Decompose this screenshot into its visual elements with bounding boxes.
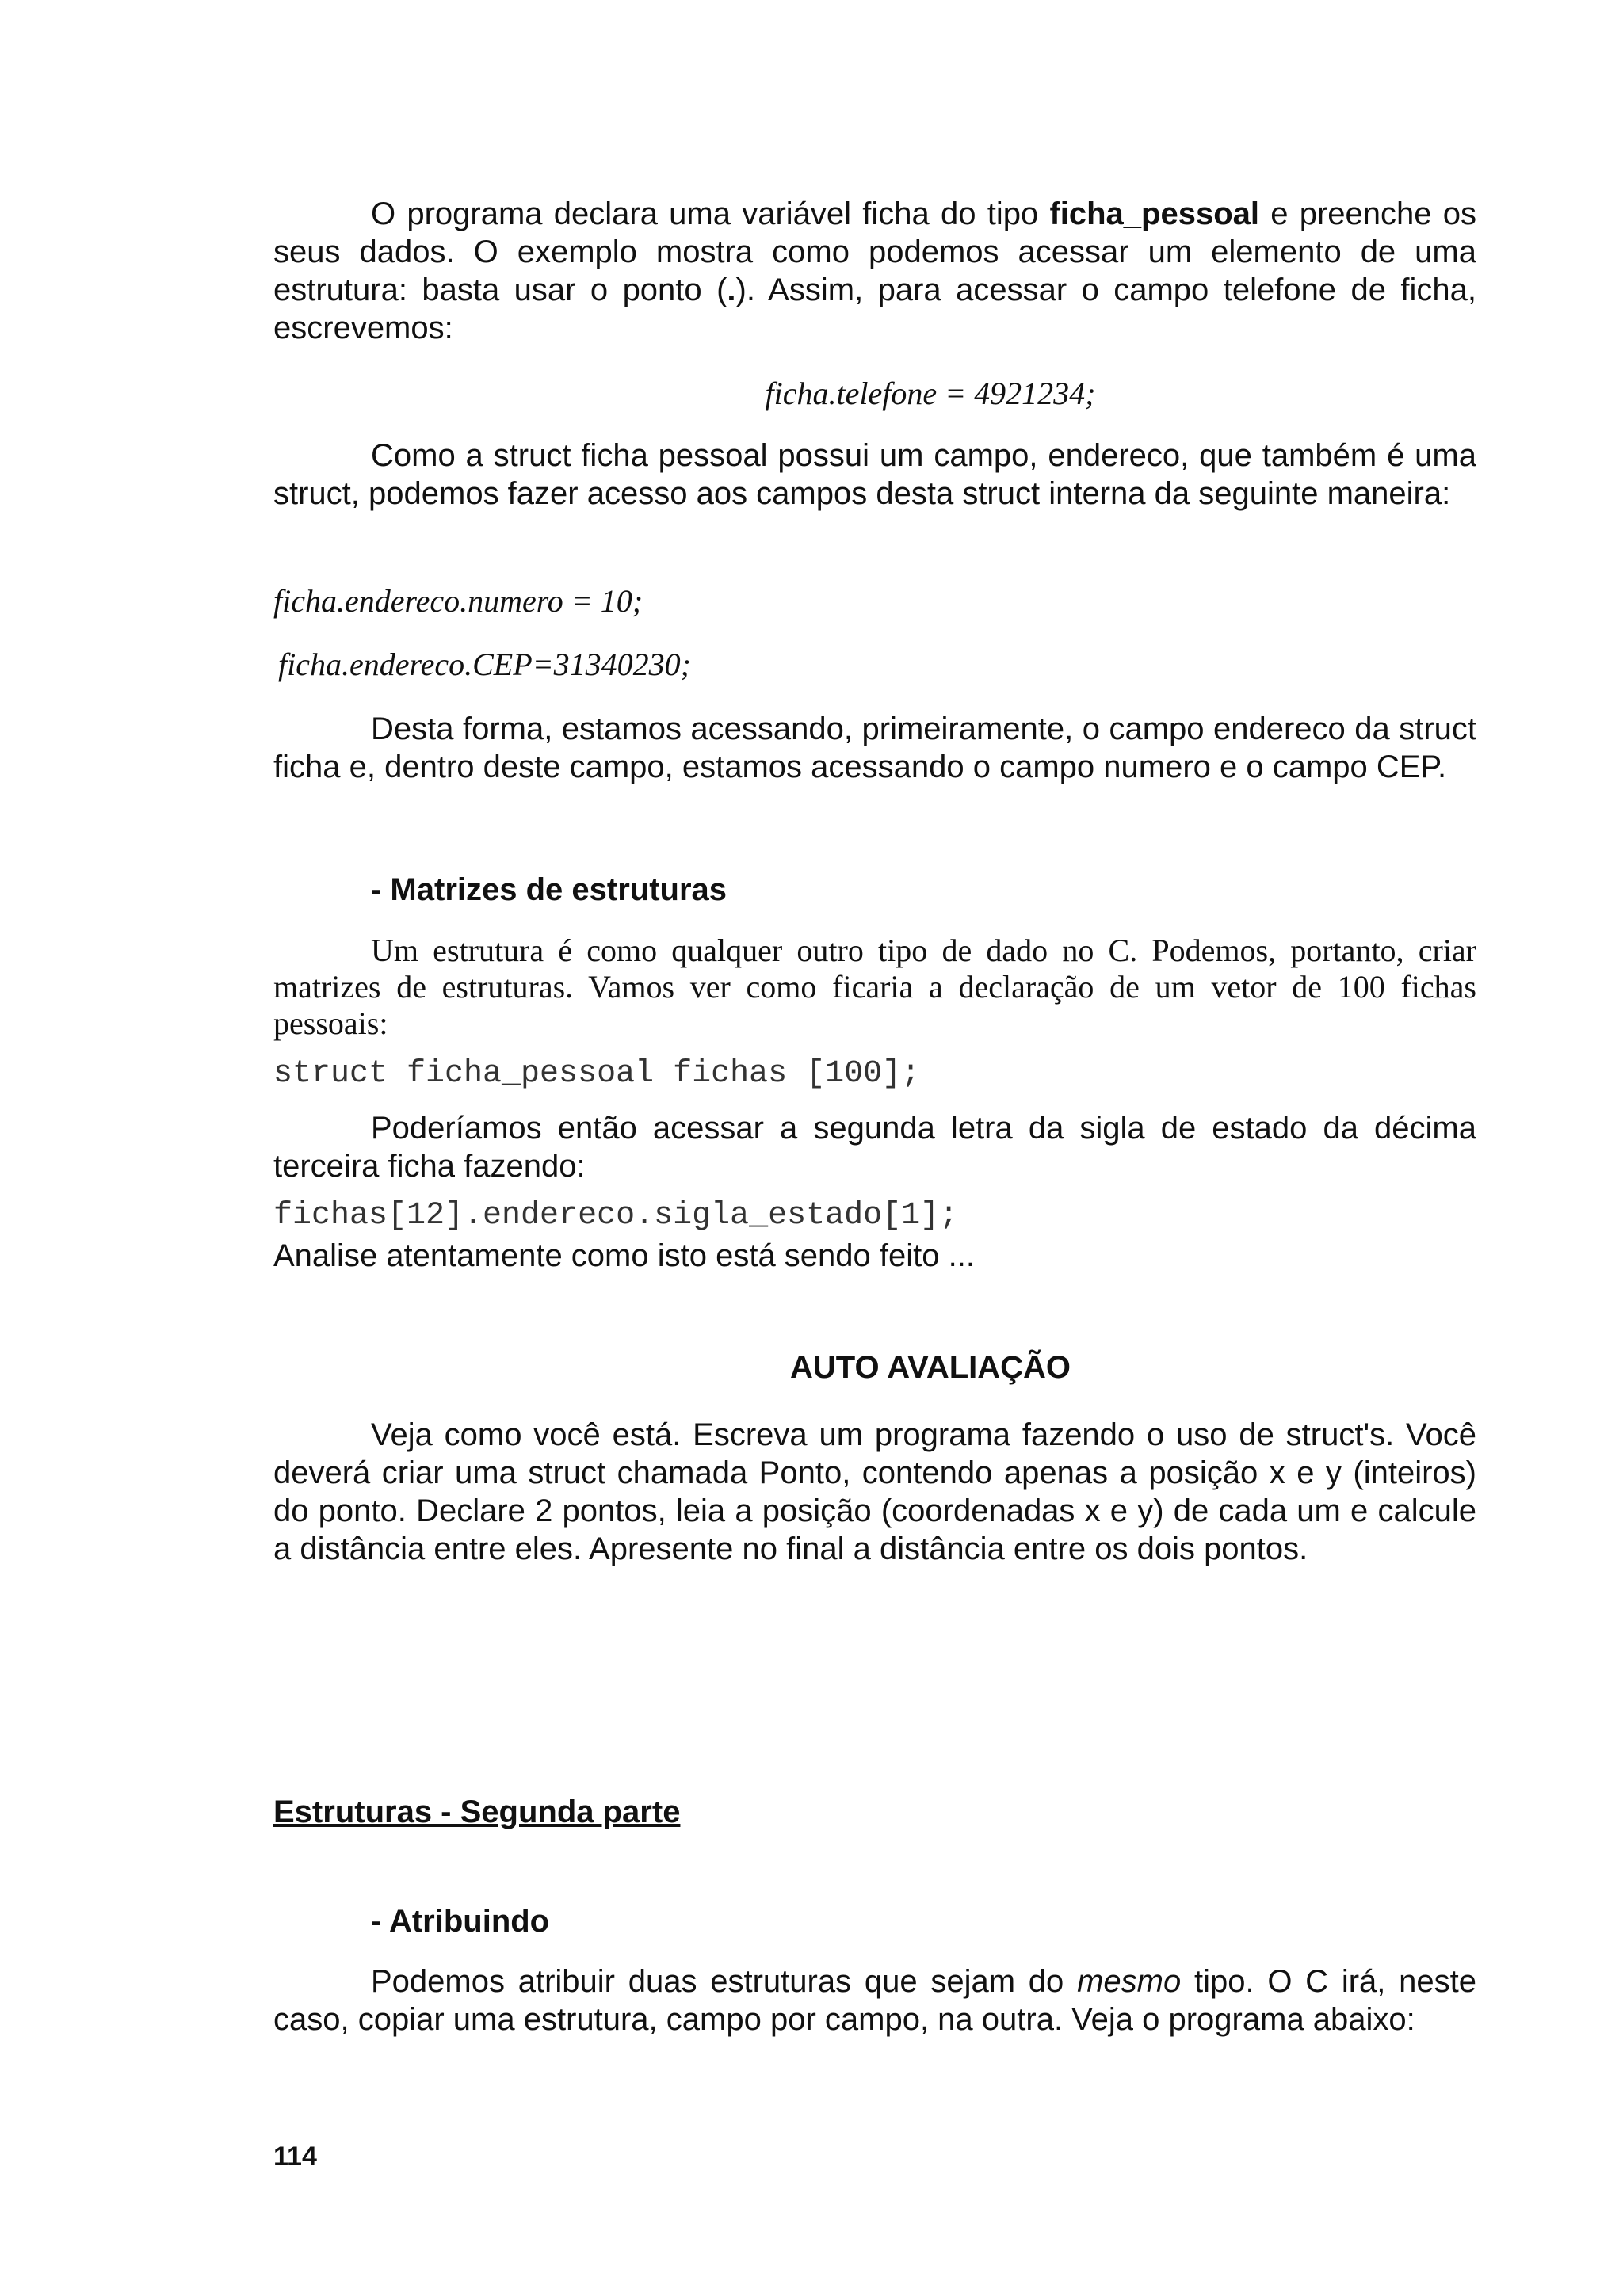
formula-telefone: ficha.telefone = 4921234; — [765, 376, 1096, 411]
subheading-matrizes: - Matrizes de estruturas — [371, 872, 727, 907]
line-analise: Analise atentamente como isto está sendo feito ... — [273, 1238, 975, 1273]
paragraph-text: ). Assim, para acessar o campo telefone de ficha, escrevemos: — [273, 273, 1476, 345]
paragraph-struct-interna: Como a struct ficha pessoal possui um campo, endereco, que também é uma struct, podemos fazer acesso aos campos desta struct interna da seguinte maneira: — [273, 438, 1476, 511]
paragraph-ficha-declaration — [273, 195, 1476, 347]
bold-term-ficha-pessoal: ficha_pessoal — [1049, 196, 1260, 231]
paragraph-exercicio: Veja como você está. Escreva um programa fazendo o uso de struct's. Você deverá criar uma struct chamada Ponto, contendo apenas a posição x e y (inteiros) do ponto. Declare 2 pontos, leia a posição (coordenadas x e y) de cada um e calcule a distância entre eles. Apresente no final a distância entre os dois pontos. — [273, 1417, 1476, 1566]
subheading-atribuindo: - Atribuindo — [371, 1904, 550, 1939]
paragraph-text: tipo. O C irá, neste caso, copiar uma estrutura, campo por campo, na outra. Veja o programa abaixo: — [273, 1964, 1477, 2037]
heading-auto-avaliacao: AUTO AVALIAÇÃO — [789, 1350, 1071, 1385]
paragraph-text: e preenche os seus dados. O exemplo mostra como podemos acessar um elemento de uma estrutura: basta usar o ponto ( — [273, 196, 1476, 307]
paragraph-matrizes: Um estrutura é como qualquer outro tipo de dado no C. Podemos, portanto, criar matrizes de estruturas. Vamos ver como ficaria a declaração de um vetor de 100 fichas pessoais: — [273, 933, 1476, 1041]
bold-dot: . — [727, 273, 736, 307]
code-declaracao-vetor: struct ficha_pessoal fichas [100]; — [273, 1056, 921, 1092]
paragraph-text: Podemos atribuir duas estruturas que sejam do — [371, 1964, 1078, 1999]
paragraph-acessando-campos: Desta forma, estamos acessando, primeiramente, o campo endereco da struct ficha e, dentro deste campo, estamos acessando o campo numero e o campo CEP. — [273, 711, 1476, 784]
paragraph-acessar-letra: Poderíamos então acessar a segunda letra da sigla de estado da décima terceira ficha fazendo: — [273, 1111, 1476, 1184]
paragraph-text: O programa declara uma variável ficha do tipo — [371, 196, 1050, 231]
page-number: 114 — [273, 2142, 317, 2172]
code-acesso-sigla: fichas[12].endereco.sigla_estado[1]; — [273, 1198, 959, 1234]
section-title-segunda-parte: Estruturas - Segunda parte — [273, 1794, 681, 1829]
formula-endereco-cep: ficha.endereco.CEP=31340230; — [278, 646, 691, 682]
formula-endereco-numero: ficha.endereco.numero = 10; — [273, 583, 643, 619]
italic-term-mesmo: mesmo — [1077, 1964, 1182, 1999]
paragraph-atribuindo — [273, 1962, 1476, 2039]
